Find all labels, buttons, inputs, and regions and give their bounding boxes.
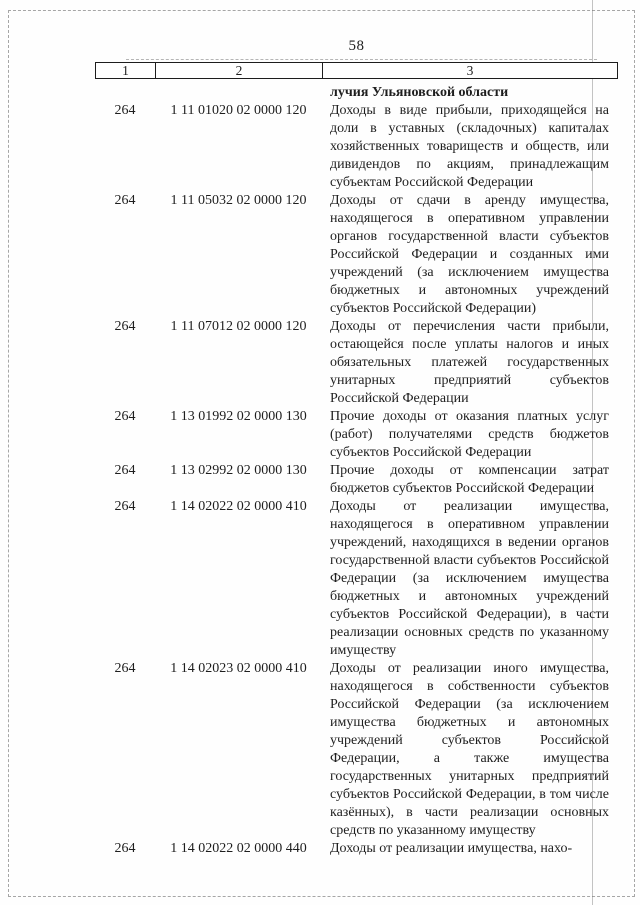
cell-admin-code: 264 <box>114 661 136 676</box>
page-number: 58 <box>348 38 365 54</box>
cell-budget-code: 1 13 02992 02 0000 130 <box>170 463 307 478</box>
cell-budget-code: 1 14 02022 02 0000 410 <box>170 499 307 514</box>
table-row <box>95 318 618 408</box>
table-header-row <box>95 62 618 79</box>
cell-income-name: Доходы от перечисления части прибыли, остающейся после уплаты налогов и иных обязательных платежей государственных унитарных предприятий субъектов Российской Федерации <box>330 319 609 406</box>
cell-admin-code: 264 <box>114 103 136 118</box>
table-row <box>95 498 618 660</box>
table-body <box>95 84 618 858</box>
cell-budget-code: 1 11 07012 02 0000 120 <box>170 319 307 334</box>
cell-budget-code: 1 14 02023 02 0000 410 <box>170 661 307 676</box>
column-header-3: 3 <box>466 63 474 78</box>
cell-income-name: Прочие доходы от компенсации затрат бюджетов субъектов Российской Федерации <box>330 463 609 496</box>
cell-income-name: Доходы от реализации иного имущества, находящегося в собственности субъектов Российской Федерации (за исключением имущества бюджетных и автономных учреждений субъектов Российской Федерации, а также имущества государственных унитарных предприятий субъектов Российской Федерации, в том числе казённых), в части реализации основных средств по указанному имуществу <box>330 661 609 838</box>
cell-admin-code: 264 <box>114 409 136 424</box>
cell-budget-code: 1 11 05032 02 0000 120 <box>170 193 307 208</box>
table-row <box>95 660 618 840</box>
table-row <box>95 408 618 462</box>
column-header-2: 2 <box>156 63 323 78</box>
table-row <box>95 462 618 498</box>
cell-admin-code: 264 <box>114 841 136 856</box>
cell-income-name: Доходы от реализации имущества, находящегося в оперативном управлении учреждений, находящихся в ведении органов государственной власти субъектов Российской Федерации (за исключением имущества бюджетных и автономных учреждений субъектов Российской Федерации), в части реализации основных средств по указанному имуществу <box>330 499 609 658</box>
cell-admin-code: 264 <box>114 499 136 514</box>
cell-budget-code: 1 14 02022 02 0000 440 <box>170 841 307 856</box>
cell-income-name: Доходы от сдачи в аренду имущества, находящегося в оперативном управлении органов государственной власти субъектов Российской Федерации и созданных ими учреждений (за исключением имущества бюджетных и автономных учреждений субъектов Российской Федерации) <box>330 193 609 316</box>
cell-budget-code: 1 11 01020 02 0000 120 <box>170 103 307 118</box>
table-row <box>95 840 618 858</box>
table-row <box>95 102 618 192</box>
cell-budget-code: 1 13 01992 02 0000 130 <box>170 409 307 424</box>
cell-income-name: Доходы от реализации имущества, нахо- <box>330 841 573 856</box>
cell-income-name: Прочие доходы от оказания платных услуг (работ) получателями средств бюджетов субъектов Российской Федерации <box>330 409 609 460</box>
cell-income-name: Доходы в виде прибыли, приходящейся на доли в уставных (складочных) капиталах хозяйственных товариществ и обществ, или дивидендов по акциям, принадлежащим субъектам Российской Федерации <box>330 103 609 190</box>
column-header-1: 1 <box>96 63 156 78</box>
cell-admin-code: 264 <box>114 319 136 334</box>
table-row-continuation <box>95 84 618 102</box>
cell-admin-code: 264 <box>114 463 136 478</box>
table-row <box>95 192 618 318</box>
cell-admin-code: 264 <box>114 193 136 208</box>
cell-income-name: лучия Ульяновской области <box>330 85 509 100</box>
